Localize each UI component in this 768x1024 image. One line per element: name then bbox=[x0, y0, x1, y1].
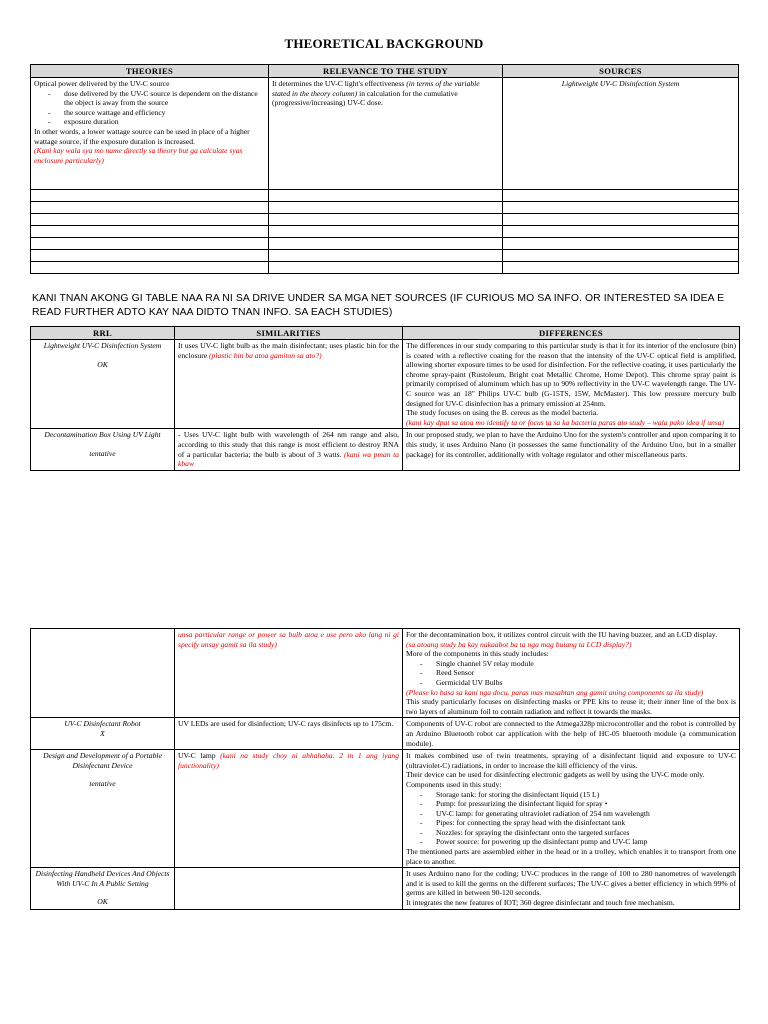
similarity-cell: UV LEDs are used for disinfection; UV-C rays disinfects up to 175cm. bbox=[175, 718, 403, 750]
table-row bbox=[31, 429, 740, 470]
theory-item: - exposure duration bbox=[34, 117, 265, 127]
source-cell: Lightweight UV-C Disinfection System bbox=[503, 78, 739, 190]
list-item: - UV-C lamp: for generating ultraviolet radiation of 254 nm wavelength bbox=[406, 809, 736, 819]
difference-cell: In our proposed study, we plan to have the Arduino Uno for the system's controller and upon comparing it to this study, it uses Arduino Nano (it possesses the same functionality of the Arduino Uno, but in a smaller package) for its controller, additionally with voltage regulator and other miscellaneous parts. bbox=[403, 429, 740, 470]
similarities-header: SIMILARITIES bbox=[175, 327, 403, 340]
theory-cell bbox=[31, 78, 269, 190]
rrl-cell bbox=[31, 340, 175, 429]
similarity-note: unsa particular range or power sa bulb atoa e use pero ako lang ni gi specify unsay gamit sa ila study) bbox=[178, 630, 399, 649]
difference-note: (Please ko basa sa kani nga docu. paras mas masabtan ang gamit aning components sa ila study) bbox=[406, 687, 704, 697]
difference-cell: Components of UV-C robot are connected to the Atmega328p microcontroller and the robot is controlled by an Arduino Bluetooth robot car application with the help of HC-05 bluetooth module (a communication module). bbox=[403, 718, 740, 750]
rrl-table-continued bbox=[30, 628, 740, 910]
relevance-italic: (in terms of the variable stated in the theory column) bbox=[272, 79, 480, 98]
similarity-note: (kani na study choy ni ahhahaha. 2 in 1 ang iyang functionality) bbox=[178, 751, 399, 770]
rrl-cell bbox=[31, 629, 175, 718]
page-title: THEORETICAL BACKGROUND bbox=[284, 36, 484, 51]
relevance-text-end: in calculation for the cumulative (progressive/increasing) UV-C dose. bbox=[272, 88, 458, 108]
difference-text: It integrates the new features of IOT; 360 degree disinfectant and touch free mechanism. bbox=[406, 898, 675, 908]
rrl-title: Lightweight UV-C Disinfection System bbox=[43, 341, 162, 350]
rrl-table bbox=[30, 326, 740, 471]
list-item: - Reed Sensor bbox=[406, 668, 736, 678]
difference-text: More of the components in this study includes: bbox=[406, 649, 549, 659]
list-item: - Nozzles: for spraying the disinfectant onto the targeted surfaces bbox=[406, 828, 736, 838]
rrl-status: OK bbox=[97, 359, 108, 369]
theory-outro: In other words, a lower wattage source can be used in place of a higher wattage source, if the exposure duration is increased. bbox=[34, 126, 250, 146]
table-row bbox=[31, 868, 740, 909]
list-item: - Storage tank: for storing the disinfectant liquid (15 L) bbox=[406, 790, 736, 800]
difference-text: Their device can be used for disinfecting electronic gadgets as well by using the UV-C mode only. bbox=[406, 770, 705, 780]
component-list bbox=[406, 790, 736, 848]
relevance-header: RELEVANCE TO THE STUDY bbox=[269, 65, 503, 78]
theory-intro: Optical power delivered by the UV-C source bbox=[34, 79, 170, 88]
rrl-status: X bbox=[100, 728, 105, 738]
rrl-cell bbox=[31, 868, 175, 909]
difference-text: The study focuses on using the B. cereus as the model bacteria. bbox=[406, 408, 599, 418]
list-item: - Pump: for pressurizing the disinfectant liquid for spray • bbox=[406, 799, 736, 809]
rrl-cell bbox=[31, 718, 175, 750]
similarity-cell bbox=[175, 750, 403, 868]
rrl-status: OK bbox=[97, 897, 108, 907]
similarity-text: UV-C lamp bbox=[178, 751, 216, 761]
table-row bbox=[31, 718, 740, 750]
similarity-cell bbox=[175, 629, 403, 718]
similarity-text: - Uses UV-C light bulb with wavelength of 264 nm range and also, according to this study that this range is most efficient to destroy RNA of a particular bacteria; the bulb is about of 3 watts. bbox=[178, 430, 399, 459]
similarity-note: (kani wa pman ta kbaw bbox=[178, 449, 399, 469]
rrl-cell bbox=[31, 750, 175, 868]
similarity-cell bbox=[175, 429, 403, 470]
difference-text: Components used in this study: bbox=[406, 779, 502, 789]
similarity-cell bbox=[175, 868, 403, 909]
difference-note: (sa atoang study ba kay nakaabot ba ta nga mag butang ta LCD display?) bbox=[406, 639, 632, 649]
rrl-title: Decontamination Box Using UV Light bbox=[44, 430, 161, 440]
rrl-title: Design and Development of a Portable Disinfectant Device bbox=[43, 751, 162, 770]
table-row bbox=[31, 750, 740, 868]
rrl-status: tentative bbox=[89, 448, 116, 458]
difference-text: For the decontamination box, it utilizes control circuit with the IU having buzzer, and an LCD display. bbox=[406, 630, 718, 639]
differences-header: DIFFERENCES bbox=[403, 327, 740, 340]
theory-list bbox=[34, 89, 265, 127]
table-row bbox=[31, 340, 740, 429]
list-item: - Power source: for powering up the disinfectant pump and UV-C lamp bbox=[406, 837, 736, 847]
difference-text: The differences in our study comparing to this particular study is that it for its interior of the enclosure (bin) is coated with a reflective coating for the reason that the intensity of the UV-C optical field is amplified, allowing shorter exposure times to be used for disinfection. For the reflective coating, it uses particularly the chrome spray-paint (Rustoleum, Bright coat Metallic Chrome, Home Depot). This chrome spray paint is primarily comprised of aluminum which has up to 90% reflectivity in the UV-C wavelength range. The UV-C source was an 18" Philips UV-C bulb (G-15TS, 15W, McMaster). This low pressure mercury bulb designed for UV-C disinfection has a primary emission at 254nm. bbox=[406, 341, 736, 408]
relevance-cell bbox=[269, 78, 503, 190]
component-list bbox=[406, 659, 736, 688]
difference-cell bbox=[403, 750, 740, 868]
list-item: - Germicidal UV Bulbs bbox=[406, 678, 736, 688]
similarity-note: (plastic bin ba atoa gamiton sa ato?) bbox=[209, 350, 322, 360]
sources-header: SOURCES bbox=[503, 65, 739, 78]
difference-text: This study particularly focuses on disinfecting masks or PPE kits to reuse it; their inner line of the box is two layers of aluminum foil to contain radiation and reflect it towards the masks. bbox=[406, 697, 736, 716]
difference-text: The mentioned parts are assembled either in the head or in a trolley, which enables it to transport from one place to another. bbox=[406, 847, 736, 866]
difference-cell bbox=[403, 868, 740, 909]
difference-text: It makes combined use of twin treatments, spraying of a disinfectant liquid and exposure to UV-C (ultraviolet-C) radiations, in order to increase the kill efficiency of the virus. bbox=[406, 751, 736, 770]
theory-note: (Kani kay wala sya mo name directly sa theory but ga calculate syas enclosure particularly) bbox=[34, 146, 243, 165]
table-row bbox=[31, 629, 740, 718]
rrl-title: Disinfecting Handheld Devices And Objects With UV-C In A Public Setting bbox=[35, 869, 170, 888]
theories-header: THEORIES bbox=[31, 65, 269, 78]
difference-cell bbox=[403, 340, 740, 429]
list-item: - Single channel 5V relay module bbox=[406, 659, 736, 669]
rrl-status: tentative bbox=[89, 779, 116, 789]
theory-table bbox=[30, 64, 739, 274]
difference-note: (kani kay dpat sa atoa mo identify ta or focus ta sa ka bacteria paras ato study – wala pako idea if unsa) bbox=[406, 417, 725, 427]
theory-item: - the source wattage and efficiency bbox=[34, 108, 265, 118]
difference-text: It uses Arduino nano for the coding; UV-C produces in the range of 100 to 280 nanometres of wavelength and it is used to kill the germs on the different surfaces; The UV-C gives a better efficiency in which 99% of germs are killed in between 90-120 seconds. bbox=[406, 869, 736, 898]
rrl-cell bbox=[31, 429, 175, 470]
theory-item: - dose delivered by the UV-C source is dependent on the distance the object is away from the source bbox=[34, 89, 265, 108]
similarity-text: It uses UV-C light bulb as the main disinfectant; uses plastic bin for the enclosure bbox=[178, 341, 399, 360]
note-paragraph: KANI TNAN AKONG GI TABLE NAA RA NI SA DRIVE UNDER SA MGA NET SOURCES (IF CURIOUS MO SA INFO. OR INTERESTED SA IDEA E READ FURTHER ADTO KAY NAA DIDTO TNAN INFO. SA EACH STUDIES) bbox=[32, 293, 725, 318]
similarity-cell bbox=[175, 340, 403, 429]
rrl-header: RRL bbox=[31, 327, 175, 340]
rrl-title: UV-C Disinfectant Robot bbox=[64, 719, 141, 729]
difference-cell bbox=[403, 629, 740, 718]
list-item: - Pipes: for connecting the spray head with the disinfectant tank bbox=[406, 818, 736, 828]
relevance-text: It determines the UV-C light's effectiveness bbox=[272, 79, 405, 88]
